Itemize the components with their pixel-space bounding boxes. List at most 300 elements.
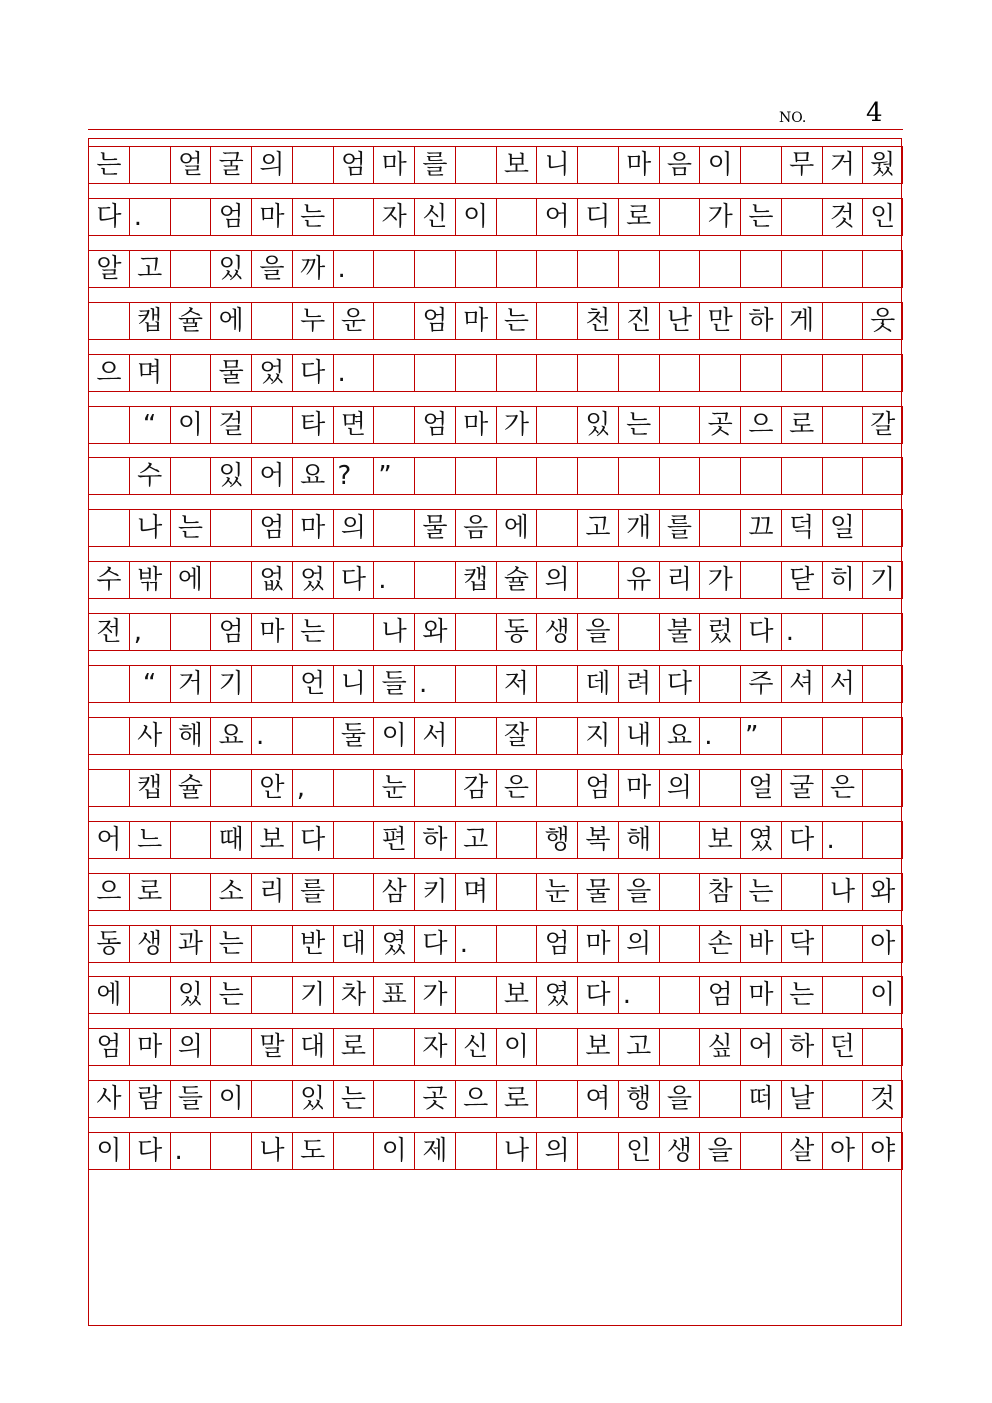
- page-number: 4: [866, 98, 883, 128]
- grid-cell: 생: [659, 1133, 700, 1169]
- grid-cell: ,: [292, 770, 333, 806]
- grid-cell: 기: [210, 666, 251, 702]
- grid-cell: 가: [414, 977, 455, 1013]
- grid-cell: 생: [129, 926, 170, 962]
- grid-cell: 편: [373, 822, 414, 858]
- grid-cell: 며: [129, 355, 170, 391]
- grid-cell: 다: [292, 355, 333, 391]
- grid-cell: 면: [333, 407, 374, 443]
- grid-cell: [577, 1133, 618, 1169]
- grid-cell: [373, 251, 414, 287]
- grid-cell: [862, 355, 903, 391]
- grid-cell: [659, 977, 700, 1013]
- grid-cell: [781, 199, 822, 235]
- grid-cell: [414, 355, 455, 391]
- grid-cell: 과: [170, 926, 211, 962]
- grid-cell: 로: [618, 199, 659, 235]
- grid-cell: 으: [88, 355, 129, 391]
- grid-cell: 어: [88, 822, 129, 858]
- grid-cell: 것: [822, 199, 863, 235]
- grid-cell: [536, 355, 577, 391]
- grid-cell: [536, 1081, 577, 1117]
- grid-cell: [88, 458, 129, 494]
- grid-cell: 보: [251, 822, 292, 858]
- manuscript-row: [88, 561, 903, 599]
- grid-cell: 었: [251, 355, 292, 391]
- grid-cell: 엄: [577, 770, 618, 806]
- grid-cell: [496, 355, 537, 391]
- grid-cell: 전: [88, 614, 129, 650]
- grid-cell: [536, 666, 577, 702]
- grid-cell: 와: [414, 614, 455, 650]
- grid-cell: 요: [292, 458, 333, 494]
- grid-cell: 로: [496, 1081, 537, 1117]
- grid-cell: [536, 458, 577, 494]
- manuscript-row: [88, 769, 903, 807]
- grid-cell: [333, 822, 374, 858]
- grid-cell: [455, 1133, 496, 1169]
- manuscript-row: [88, 354, 903, 392]
- grid-cell: [577, 562, 618, 598]
- grid-cell: [822, 251, 863, 287]
- grid-cell: [88, 666, 129, 702]
- manuscript-row: [88, 198, 903, 236]
- grid-cell: 로: [129, 874, 170, 910]
- grid-cell: 곳: [414, 1081, 455, 1117]
- grid-cell: 을: [577, 614, 618, 650]
- grid-cell: [88, 303, 129, 339]
- grid-cell: 여: [577, 1081, 618, 1117]
- grid-cell: 표: [373, 977, 414, 1013]
- grid-cell: [496, 926, 537, 962]
- grid-cell: 있: [210, 458, 251, 494]
- grid-cell: 얼: [740, 770, 781, 806]
- grid-cell: 개: [618, 510, 659, 546]
- grid-cell: 복: [577, 822, 618, 858]
- grid-cell: [333, 1133, 374, 1169]
- grid-cell: [210, 1029, 251, 1065]
- grid-cell: 보: [699, 822, 740, 858]
- grid-cell: 마: [455, 303, 496, 339]
- grid-cell: [455, 355, 496, 391]
- grid-cell: [414, 770, 455, 806]
- grid-cell: 까: [292, 251, 333, 287]
- grid-cell: [536, 718, 577, 754]
- grid-cell: 때: [210, 822, 251, 858]
- grid-cell: 엄: [251, 510, 292, 546]
- grid-cell: 사: [129, 718, 170, 754]
- grid-cell: 잘: [496, 718, 537, 754]
- grid-cell: [862, 822, 903, 858]
- grid-cell: [536, 510, 577, 546]
- grid-cell: 캡: [455, 562, 496, 598]
- grid-cell: 마: [251, 614, 292, 650]
- grid-cell: 어: [536, 199, 577, 235]
- manuscript-row: [88, 717, 903, 755]
- grid-cell: [781, 458, 822, 494]
- grid-cell: 리: [251, 874, 292, 910]
- grid-cell: [699, 458, 740, 494]
- grid-cell: 로: [781, 407, 822, 443]
- grid-cell: 손: [699, 926, 740, 962]
- grid-cell: [373, 407, 414, 443]
- grid-cell: 서: [414, 718, 455, 754]
- grid-cell: 다: [88, 199, 129, 235]
- grid-cell: 엄: [414, 407, 455, 443]
- grid-cell: 보: [496, 977, 537, 1013]
- grid-cell: 다: [659, 666, 700, 702]
- grid-cell: 캡: [129, 303, 170, 339]
- grid-cell: 마: [740, 977, 781, 1013]
- grid-cell: 이: [170, 407, 211, 443]
- grid-cell: 는: [618, 407, 659, 443]
- grid-cell: 는: [333, 1081, 374, 1117]
- grid-cell: 사: [88, 1081, 129, 1117]
- grid-cell: [822, 355, 863, 391]
- grid-cell: 행: [618, 1081, 659, 1117]
- grid-cell: [659, 199, 700, 235]
- grid-cell: 를: [292, 874, 333, 910]
- grid-cell: 물: [577, 874, 618, 910]
- grid-cell: [455, 458, 496, 494]
- grid-cell: 슐: [170, 770, 211, 806]
- grid-cell: 일: [822, 510, 863, 546]
- grid-cell: 의: [251, 147, 292, 183]
- grid-cell: [618, 251, 659, 287]
- grid-cell: 언: [292, 666, 333, 702]
- grid-cell: 보: [577, 1029, 618, 1065]
- grid-cell: 다: [333, 562, 374, 598]
- grid-cell: 인: [618, 1133, 659, 1169]
- grid-cell: 가: [699, 199, 740, 235]
- grid-cell: 삼: [373, 874, 414, 910]
- grid-cell: 걸: [210, 407, 251, 443]
- grid-cell: 다: [781, 822, 822, 858]
- grid-cell: [414, 562, 455, 598]
- grid-cell: 하: [740, 303, 781, 339]
- grid-cell: [822, 303, 863, 339]
- grid-cell: 는: [210, 977, 251, 1013]
- grid-cell: 렀: [699, 614, 740, 650]
- grid-cell: 게: [781, 303, 822, 339]
- grid-cell: [659, 926, 700, 962]
- grid-cell: 이: [699, 147, 740, 183]
- grid-cell: 해: [618, 822, 659, 858]
- grid-cell: 니: [333, 666, 374, 702]
- grid-cell: [333, 614, 374, 650]
- grid-cell: [536, 407, 577, 443]
- grid-cell: [170, 251, 211, 287]
- grid-cell: 키: [414, 874, 455, 910]
- grid-cell: 떠: [740, 1081, 781, 1117]
- grid-cell: [170, 199, 211, 235]
- grid-cell: 지: [577, 718, 618, 754]
- grid-cell: 제: [414, 1133, 455, 1169]
- grid-cell: .: [699, 718, 740, 754]
- grid-cell: 는: [740, 199, 781, 235]
- grid-cell: 끄: [740, 510, 781, 546]
- grid-cell: [88, 407, 129, 443]
- grid-cell: 저: [496, 666, 537, 702]
- header-rule: [88, 129, 903, 130]
- grid-cell: 천: [577, 303, 618, 339]
- grid-cell: [333, 874, 374, 910]
- grid-cell: [414, 251, 455, 287]
- grid-cell: 으: [88, 874, 129, 910]
- grid-cell: 아: [862, 926, 903, 962]
- grid-cell: [699, 666, 740, 702]
- grid-cell: 의: [536, 562, 577, 598]
- grid-cell: [170, 874, 211, 910]
- grid-cell: 가: [496, 407, 537, 443]
- grid-cell: 니: [536, 147, 577, 183]
- manuscript-row: [88, 665, 903, 703]
- grid-cell: [862, 614, 903, 650]
- grid-cell: 엄: [333, 147, 374, 183]
- grid-cell: 에: [496, 510, 537, 546]
- grid-cell: 와: [862, 874, 903, 910]
- grid-cell: 로: [333, 1029, 374, 1065]
- grid-cell: 은: [496, 770, 537, 806]
- grid-cell: [251, 926, 292, 962]
- grid-cell: 아: [822, 1133, 863, 1169]
- grid-cell: [373, 1081, 414, 1117]
- grid-cell: 신: [414, 199, 455, 235]
- grid-cell: [536, 251, 577, 287]
- grid-cell: 마: [129, 1029, 170, 1065]
- grid-cell: [210, 510, 251, 546]
- grid-cell: 참: [699, 874, 740, 910]
- grid-cell: 유: [618, 562, 659, 598]
- grid-cell: 서: [822, 666, 863, 702]
- grid-cell: .: [333, 251, 374, 287]
- grid-cell: 나: [496, 1133, 537, 1169]
- grid-cell: 자: [414, 1029, 455, 1065]
- grid-cell: 어: [740, 1029, 781, 1065]
- grid-cell: 이: [88, 1133, 129, 1169]
- grid-cell: 수: [88, 562, 129, 598]
- grid-cell: 을: [659, 1081, 700, 1117]
- grid-cell: 대: [333, 926, 374, 962]
- grid-cell: [536, 770, 577, 806]
- grid-cell: 생: [536, 614, 577, 650]
- grid-cell: [659, 251, 700, 287]
- grid-cell: 동: [88, 926, 129, 962]
- grid-cell: 람: [129, 1081, 170, 1117]
- grid-cell: 데: [577, 666, 618, 702]
- grid-cell: [740, 458, 781, 494]
- grid-cell: 이: [373, 718, 414, 754]
- grid-cell: 도: [292, 1133, 333, 1169]
- manuscript-row: [88, 509, 903, 547]
- grid-cell: 다: [740, 614, 781, 650]
- grid-cell: 거: [822, 147, 863, 183]
- grid-cell: 웠: [862, 147, 903, 183]
- grid-cell: 야: [862, 1133, 903, 1169]
- grid-cell: 덕: [781, 510, 822, 546]
- grid-cell: 다: [414, 926, 455, 962]
- grid-cell: 차: [333, 977, 374, 1013]
- grid-cell: [781, 874, 822, 910]
- grid-cell: [577, 458, 618, 494]
- grid-cell: [699, 770, 740, 806]
- grid-cell: 운: [333, 303, 374, 339]
- grid-cell: [496, 458, 537, 494]
- grid-cell: 난: [659, 303, 700, 339]
- grid-cell: [88, 718, 129, 754]
- grid-cell: 갈: [862, 407, 903, 443]
- grid-cell: 신: [455, 1029, 496, 1065]
- grid-cell: 날: [781, 1081, 822, 1117]
- grid-cell: [333, 770, 374, 806]
- grid-cell: 는: [210, 926, 251, 962]
- grid-cell: 은: [822, 770, 863, 806]
- grid-cell: 닥: [781, 926, 822, 962]
- grid-cell: 며: [455, 874, 496, 910]
- grid-cell: 음: [455, 510, 496, 546]
- grid-cell: 캡: [129, 770, 170, 806]
- manuscript-row: [88, 1028, 903, 1066]
- grid-cell: 마: [577, 926, 618, 962]
- grid-cell: 살: [781, 1133, 822, 1169]
- grid-cell: [251, 407, 292, 443]
- grid-cell: 어: [251, 458, 292, 494]
- grid-cell: [170, 614, 211, 650]
- grid-cell: [455, 614, 496, 650]
- grid-cell: [659, 458, 700, 494]
- manuscript-row: [88, 302, 903, 340]
- grid-cell: 내: [618, 718, 659, 754]
- grid-cell: [699, 251, 740, 287]
- manuscript-row: [88, 925, 903, 963]
- grid-cell: [659, 874, 700, 910]
- grid-cell: 마: [251, 199, 292, 235]
- grid-cell: 디: [577, 199, 618, 235]
- grid-cell: [862, 1029, 903, 1065]
- grid-cell: 는: [496, 303, 537, 339]
- grid-cell: [455, 718, 496, 754]
- grid-cell: 얼: [170, 147, 211, 183]
- grid-cell: [822, 718, 863, 754]
- grid-cell: 만: [699, 303, 740, 339]
- grid-cell: 무: [781, 147, 822, 183]
- grid-cell: [822, 407, 863, 443]
- grid-cell: 의: [659, 770, 700, 806]
- grid-cell: [373, 1029, 414, 1065]
- grid-cell: [251, 666, 292, 702]
- grid-cell: [618, 458, 659, 494]
- manuscript-row: [88, 613, 903, 651]
- grid-cell: 였: [373, 926, 414, 962]
- grid-cell: 을: [251, 251, 292, 287]
- grid-cell: [373, 355, 414, 391]
- grid-cell: [618, 614, 659, 650]
- grid-cell: [781, 355, 822, 391]
- grid-cell: [577, 147, 618, 183]
- grid-cell: [577, 251, 618, 287]
- manuscript-row: [88, 976, 903, 1014]
- grid-cell: 있: [577, 407, 618, 443]
- manuscript-row: [88, 1080, 903, 1118]
- grid-cell: 자: [373, 199, 414, 235]
- grid-cell: [536, 303, 577, 339]
- grid-cell: 다: [129, 1133, 170, 1169]
- grid-cell: 이: [455, 199, 496, 235]
- grid-cell: 리: [659, 562, 700, 598]
- grid-cell: 대: [292, 1029, 333, 1065]
- grid-cell: 하: [781, 1029, 822, 1065]
- grid-cell: ,: [129, 614, 170, 650]
- grid-cell: [740, 355, 781, 391]
- grid-cell: 눈: [373, 770, 414, 806]
- grid-cell: .: [455, 926, 496, 962]
- grid-cell: [170, 458, 211, 494]
- grid-cell: 고: [577, 510, 618, 546]
- grid-cell: 행: [536, 822, 577, 858]
- grid-cell: 물: [414, 510, 455, 546]
- grid-cell: 마: [618, 770, 659, 806]
- grid-cell: 으: [455, 1081, 496, 1117]
- grid-cell: 마: [618, 147, 659, 183]
- grid-cell: 엄: [699, 977, 740, 1013]
- grid-cell: [862, 458, 903, 494]
- grid-cell: 에: [210, 303, 251, 339]
- grid-cell: 이: [496, 1029, 537, 1065]
- grid-cell: 소: [210, 874, 251, 910]
- grid-cell: [170, 355, 211, 391]
- grid-cell: 눈: [536, 874, 577, 910]
- grid-cell: [88, 510, 129, 546]
- grid-cell: [659, 822, 700, 858]
- grid-cell: 는: [781, 977, 822, 1013]
- grid-cell: 으: [740, 407, 781, 443]
- grid-cell: 고: [618, 1029, 659, 1065]
- grid-cell: 는: [170, 510, 211, 546]
- grid-cell: [333, 199, 374, 235]
- grid-cell: 셔: [781, 666, 822, 702]
- manuscript-row: [88, 406, 903, 444]
- grid-cell: 나: [373, 614, 414, 650]
- grid-cell: 엄: [414, 303, 455, 339]
- grid-cell: [88, 770, 129, 806]
- grid-cell: 나: [251, 1133, 292, 1169]
- grid-cell: 엄: [88, 1029, 129, 1065]
- grid-cell: 있: [292, 1081, 333, 1117]
- grid-cell: 알: [88, 251, 129, 287]
- grid-cell: 엄: [210, 199, 251, 235]
- grid-cell: 는: [292, 199, 333, 235]
- grid-cell: 인: [862, 199, 903, 235]
- grid-cell: [822, 977, 863, 1013]
- grid-cell: .: [333, 355, 374, 391]
- grid-cell: 있: [210, 251, 251, 287]
- grid-cell: 고: [129, 251, 170, 287]
- grid-cell: 보: [496, 147, 537, 183]
- grid-cell: 나: [129, 510, 170, 546]
- manuscript-row: [88, 1132, 903, 1170]
- grid-cell: 닫: [781, 562, 822, 598]
- grid-cell: 엄: [210, 614, 251, 650]
- grid-cell: 가: [699, 562, 740, 598]
- grid-cell: 요: [210, 718, 251, 754]
- grid-cell: [536, 1029, 577, 1065]
- grid-cell: 를: [414, 147, 455, 183]
- grid-cell: 동: [496, 614, 537, 650]
- grid-cell: 바: [740, 926, 781, 962]
- grid-cell: 들: [373, 666, 414, 702]
- grid-cell: 었: [292, 562, 333, 598]
- grid-cell: [292, 718, 333, 754]
